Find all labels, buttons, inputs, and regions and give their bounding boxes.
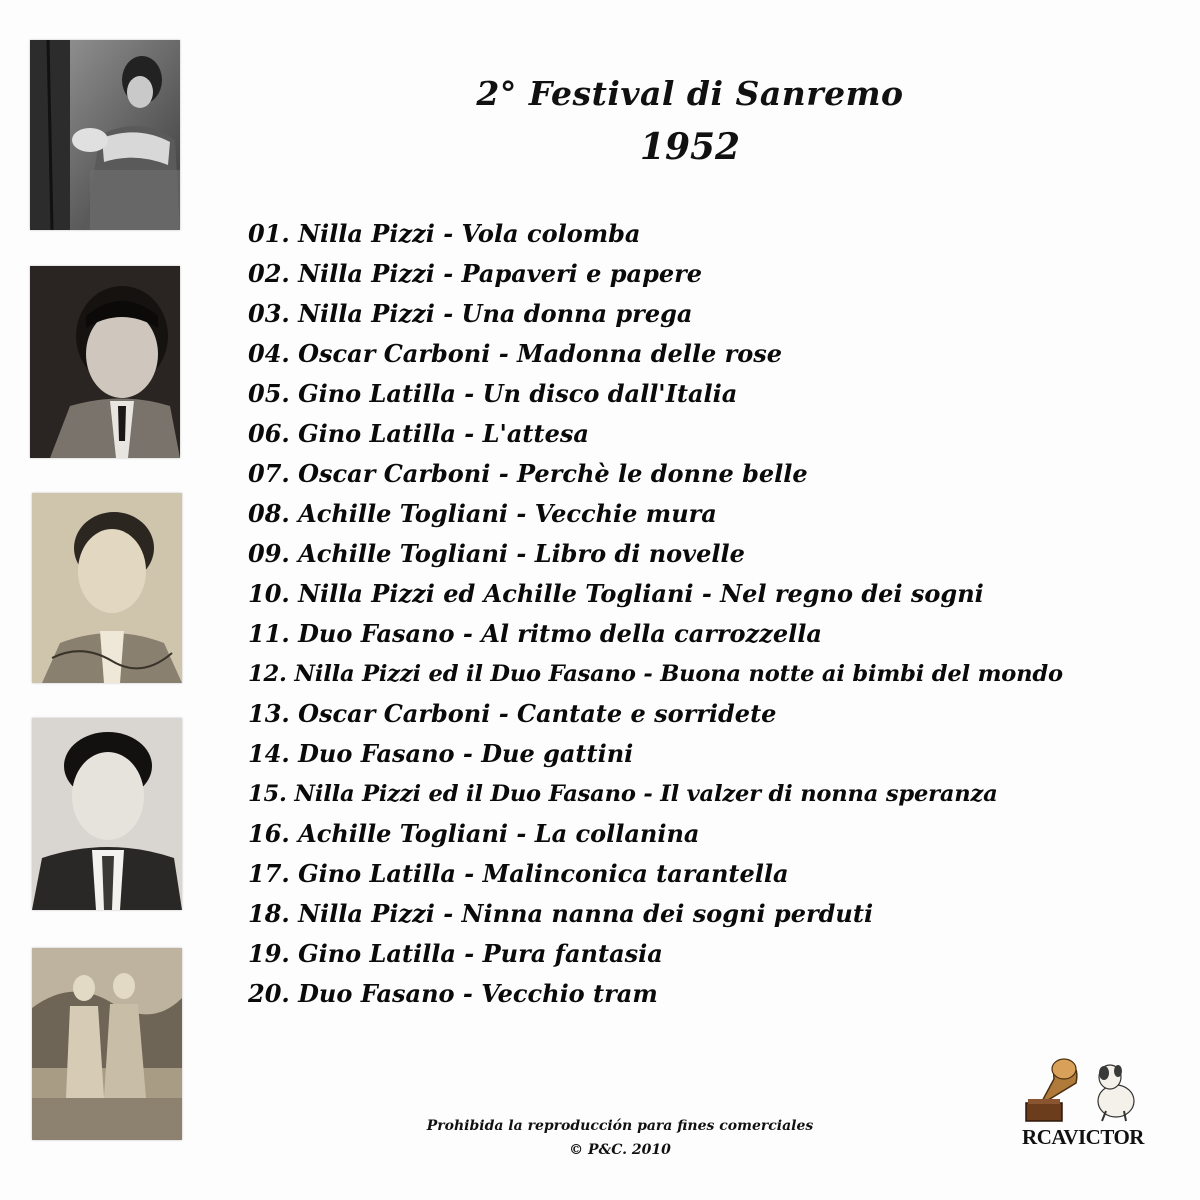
track-item: 04. Oscar Carboni - Madonna delle rose: [248, 339, 783, 368]
track-item: 05. Gino Latilla - Un disco dall'Italia: [248, 379, 738, 408]
track-item: 20. Duo Fasano - Vecchio tram: [248, 979, 658, 1008]
track-list: [248, 214, 1063, 1014]
singer-photo-man-signed: [32, 493, 182, 683]
copyright-year: © P&C. 2010: [569, 1142, 671, 1158]
track-item: 17. Gino Latilla - Malinconica tarantella: [248, 859, 789, 888]
singer-photo-woman-microphone: [30, 40, 180, 230]
track-item: 02. Nilla Pizzi - Papaveri e papere: [248, 259, 703, 288]
track-item: 12. Nilla Pizzi ed il Duo Fasano - Buona notte ai bimbi del mondo: [248, 661, 1063, 687]
track-item: 01. Nilla Pizzi - Vola colomba: [248, 219, 641, 248]
track-item: 16. Achille Togliani - La collanina: [248, 819, 700, 848]
track-item: 06. Gino Latilla - L'attesa: [248, 419, 589, 448]
track-item: 18. Nilla Pizzi - Ninna nanna dei sogni perduti: [248, 899, 874, 928]
track-item: 08. Achille Togliani - Vecchie mura: [248, 499, 717, 528]
duo-photo-two-women: [32, 948, 182, 1140]
copyright-notice: Prohibida la reproducción para fines comerciales: [426, 1118, 814, 1134]
track-item: 03. Nilla Pizzi - Una donna prega: [248, 299, 693, 328]
track-item: 09. Achille Togliani - Libro di novelle: [248, 539, 745, 568]
rca-victor-logo-text: RCAVICTOR: [1022, 1125, 1144, 1149]
album-year: 1952: [639, 126, 741, 168]
album-title: 2° Festival di Sanremo: [476, 74, 904, 113]
track-item: 10. Nilla Pizzi ed Achille Togliani - Nel regno dei sogni: [248, 579, 984, 608]
track-item: 13. Oscar Carboni - Cantate e sorridete: [248, 699, 777, 728]
track-item: 15. Nilla Pizzi ed il Duo Fasano - Il valzer di nonna speranza: [248, 781, 998, 807]
track-item: 11. Duo Fasano - Al ritmo della carrozzella: [248, 619, 822, 648]
singer-photo-man-portrait: [30, 266, 180, 458]
singer-photo-man-smiling: [32, 718, 182, 910]
track-item: 19. Gino Latilla - Pura fantasia: [248, 939, 663, 968]
track-item: 07. Oscar Carboni - Perchè le donne belle: [248, 459, 808, 488]
track-item: 14. Duo Fasano - Due gattini: [248, 739, 634, 768]
